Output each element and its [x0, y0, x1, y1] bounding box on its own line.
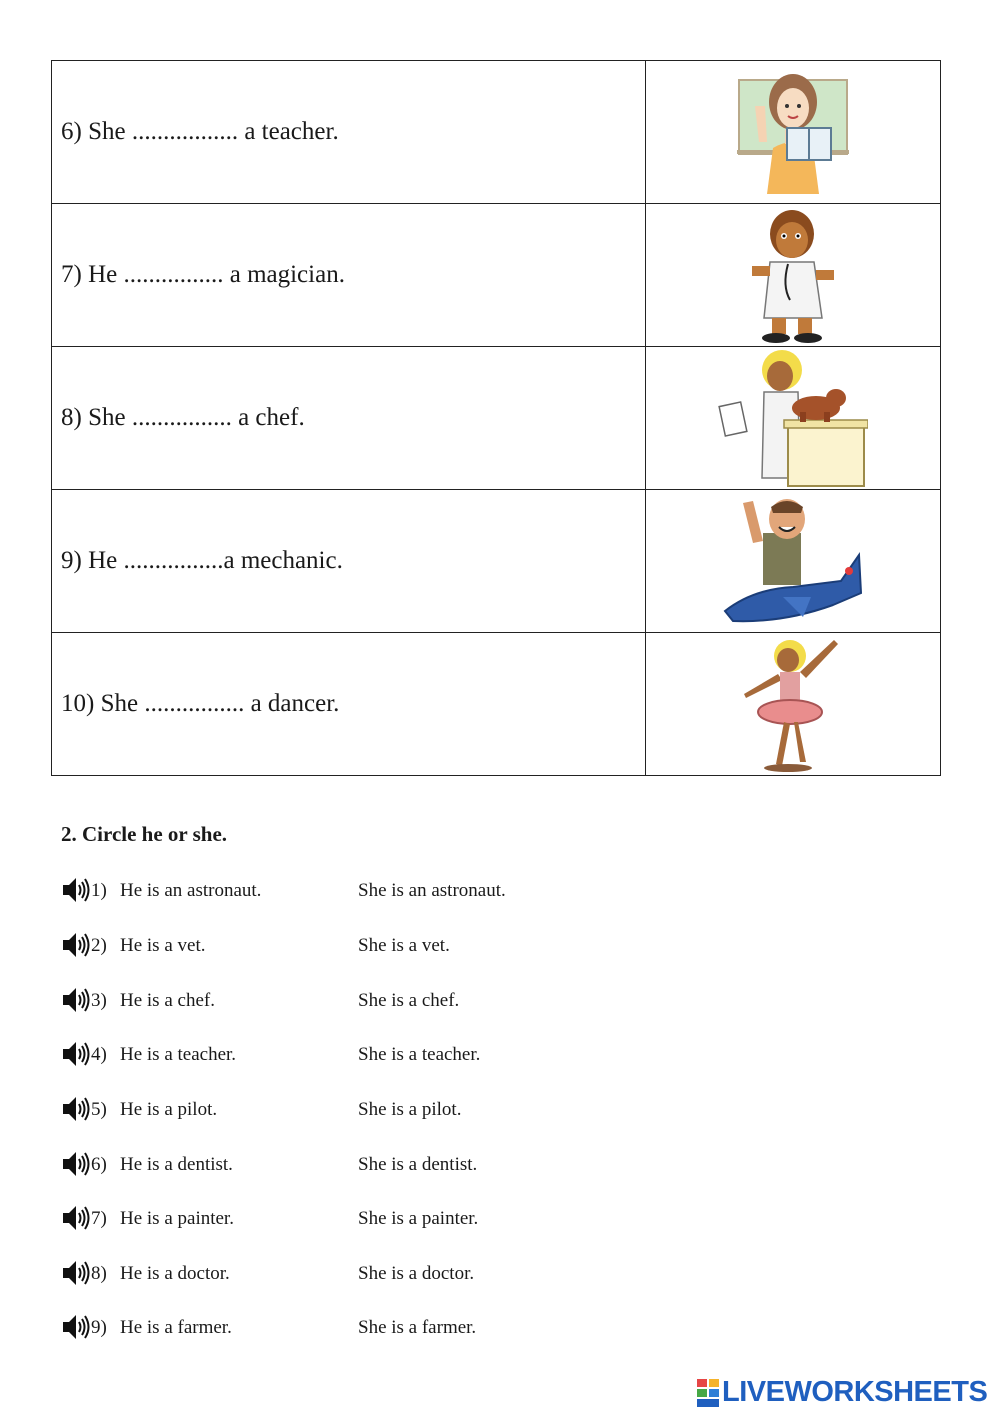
section-title: 2. Circle he or she.: [61, 822, 228, 846]
speaker-icon[interactable]: [61, 1148, 91, 1186]
speaker-icon[interactable]: [61, 1202, 91, 1240]
speaker-icon[interactable]: [61, 984, 91, 1022]
option-he[interactable]: He is an astronaut.: [120, 880, 262, 901]
item-number: 2): [91, 935, 107, 956]
option-she[interactable]: She is a pilot.: [358, 1099, 462, 1120]
item-number: 3): [91, 990, 107, 1011]
option-she[interactable]: She is a chef.: [358, 990, 460, 1011]
option-he[interactable]: He is a farmer.: [120, 1317, 232, 1338]
liveworksheets-logo-icon: [697, 1379, 721, 1407]
sentence-cell[interactable]: 8) She ................ a chef.: [52, 347, 646, 490]
dancer-illustration: [738, 636, 848, 772]
option-she[interactable]: She is a dentist.: [358, 1154, 478, 1175]
doctor-illustration: [748, 206, 838, 344]
table-row: [52, 61, 941, 204]
option-he[interactable]: He is a chef.: [120, 990, 215, 1011]
pilot-illustration: [723, 493, 863, 629]
list-item: [61, 1148, 761, 1184]
speaker-icon[interactable]: [61, 1257, 91, 1295]
vet-illustration: [718, 348, 868, 488]
list-item: [61, 984, 761, 1020]
picture-cell: [645, 490, 940, 633]
list-item: [61, 874, 761, 910]
option-she[interactable]: She is a doctor.: [358, 1263, 475, 1284]
sentence-cell[interactable]: 10) She ................ a dancer.: [52, 633, 646, 776]
speaker-icon[interactable]: [61, 874, 91, 912]
list-item: [61, 1093, 761, 1129]
option-she[interactable]: She is a painter.: [358, 1208, 479, 1229]
list-item: [61, 1257, 761, 1293]
option-he[interactable]: He is a teacher.: [120, 1044, 237, 1065]
option-he[interactable]: He is a painter.: [120, 1208, 234, 1229]
option-she[interactable]: She is an astronaut.: [358, 880, 506, 901]
option-she[interactable]: She is a teacher.: [358, 1044, 481, 1065]
option-she[interactable]: She is a vet.: [358, 935, 450, 956]
picture-cell: [645, 633, 940, 776]
option-he[interactable]: He is a vet.: [120, 935, 206, 956]
item-number: 6): [91, 1154, 107, 1175]
picture-cell: [645, 347, 940, 490]
option-he[interactable]: He is a dentist.: [120, 1154, 233, 1175]
sentence-cell[interactable]: 6) She ................. a teacher.: [52, 61, 646, 204]
table-row: [52, 633, 941, 776]
teacher-illustration: [737, 70, 849, 194]
speaker-icon[interactable]: [61, 1038, 91, 1076]
sentence-cell[interactable]: 9) He ................a mechanic.: [52, 490, 646, 633]
speaker-icon[interactable]: [61, 1311, 91, 1349]
picture-cell: [645, 61, 940, 204]
option-she[interactable]: She is a farmer.: [358, 1317, 477, 1338]
item-number: 1): [91, 880, 107, 901]
brand-name: LIVEWORKSHEETS: [722, 1376, 988, 1408]
option-he[interactable]: He is a pilot.: [120, 1099, 218, 1120]
worksheet-table: [51, 60, 941, 776]
table-row: [52, 347, 941, 490]
list-item: [61, 929, 761, 965]
list-item: [61, 1311, 761, 1347]
speaker-icon[interactable]: [61, 1093, 91, 1131]
picture-cell: [645, 204, 940, 347]
item-number: 8): [91, 1263, 107, 1284]
item-number: 4): [91, 1044, 107, 1065]
item-number: 7): [91, 1208, 107, 1229]
brand-logo[interactable]: [697, 1376, 997, 1410]
table-row: [52, 490, 941, 633]
item-number: 9): [91, 1317, 107, 1338]
option-he[interactable]: He is a doctor.: [120, 1263, 230, 1284]
sentence-cell[interactable]: 7) He ................ a magician.: [52, 204, 646, 347]
list-item: [61, 1038, 761, 1074]
speaker-icon[interactable]: [61, 929, 91, 967]
item-number: 5): [91, 1099, 107, 1120]
table-row: [52, 204, 941, 347]
list-item: [61, 1202, 761, 1238]
